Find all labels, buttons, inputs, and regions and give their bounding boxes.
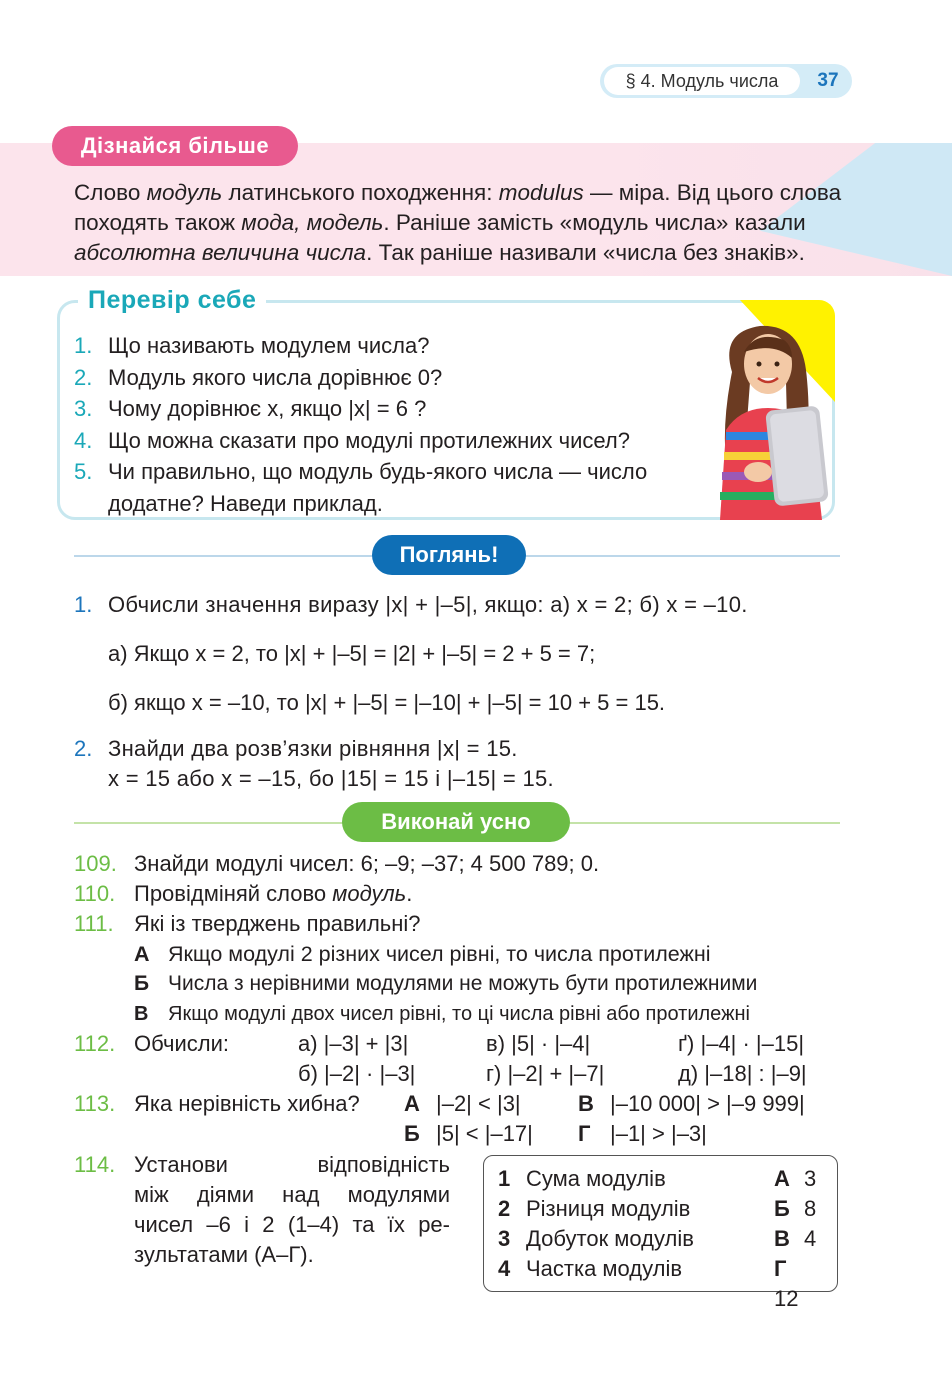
option-b: Б Числа з нерівними модулями не можуть бути протилежними [134,972,758,995]
match-table [483,1155,838,1311]
look-tag: Поглянь! [372,535,526,575]
calc-item: а) |–3| + |3| [298,1031,409,1056]
inequality-a: А |–2| < |3| [404,1091,521,1116]
learn-line: абсолютна величина числа. Так раніше називали «числа без знаків». [74,240,805,265]
oral-tag: Виконай усно [342,802,570,842]
look-ex1-b: б) якщо x = –10, то |x| + |–5| = |–10| + |–5| = 10 + 5 = 15. [108,690,666,715]
look-ex2-answer: x = 15 або x = –15, бо |15| = 15 і |–15| = 15. [108,766,554,791]
calc-item: д) |–18| : |–9| [678,1061,807,1086]
check-yourself-title: Перевір себе [78,284,266,316]
exercise-111: 111. Які із тверджень правильні? [74,911,421,936]
look-ex1-a: а) Якщо x = 2, то |x| + |–5| = |2| + |–5| = 2 + 5 = 7; [108,641,596,666]
match-row: 3 Добуток модулів В 4 [498,1226,817,1251]
learn-more-text [74,178,844,268]
calc-item: ґ) |–4| · |–15| [678,1031,805,1056]
inequality-g: Г |–1| > |–3| [578,1121,707,1146]
exercise-114-line: між діями над модулями [134,1182,450,1207]
check-item: 4. Що можна сказати про модулі протилежних чисел? [74,427,630,453]
inequality-b: Б |5| < |–17| [404,1121,533,1146]
check-item: 1. Що називають модулем числа? [74,333,430,358]
exercise-113: 113. Яка нерівність хибна? [74,1091,360,1116]
check-item: 2. Модуль якого числа дорівнює 0? [74,364,443,390]
exercise-114-line: Установи відповідність [134,1152,450,1177]
page-number: 37 [817,70,839,91]
calc-item: г) |–2| + |–7| [486,1061,605,1086]
girl-with-laptop-illustration [700,312,838,520]
look-ex2: 2. Знайди два розв’язки рівняння |x| = 15. [74,736,518,761]
calc-item: б) |–2| · |–3| [298,1061,416,1086]
check-list [74,330,714,519]
calc-item: в) |5| · |–4| [486,1031,591,1056]
match-row: 1 Сума модулів А 3 [498,1166,817,1191]
exercise-114-line: зультатами (А–Г). [134,1242,314,1267]
exercise-110: 110. Провідміняй слово модуль. [74,881,413,906]
exercise-114-line: чисел –6 і 2 (1–4) та їх ре- [134,1212,450,1237]
check-item: 5. Чи правильно, що модуль будь-якого числа — число [74,459,648,484]
option-v: В Якщо модулі двох чисел рівні, то ці числа рівні або протилежні [134,1003,750,1025]
look-ex1: 1. Обчисли значення виразу |x| + |–5|, якщо: а) x = 2; б) x = –10. [74,592,748,617]
inequality-v: В |–10 000| > |–9 999| [578,1091,805,1116]
check-item: 3. Чому дорівнює x, якщо |x| = 6 ? [74,396,427,421]
learn-more-tag: Дізнайся більше [52,126,298,166]
check-item: додатне? Наведи приклад. [108,490,383,516]
exercise-112: 112. Обчисли: [74,1031,229,1056]
match-row: 4 Частка модулів Г12 [498,1256,799,1311]
learn-line: Слово модуль латинського походження: modulus — міра. Від цього слова [74,180,842,205]
exercise-109: 109. Знайди модулі чисел: 6; –9; –37; 4 500 789; 0. [74,851,600,876]
match-row: 2 Різниця модулів Б 8 [498,1196,817,1221]
exercise-114-num: 114. [74,1152,116,1177]
section-title: § 4. Модуль числа [604,67,800,95]
learn-line: походять також мода, модель. Раніше замість «модуль числа» казали [74,210,806,235]
option-a: А Якщо модулі 2 різних чисел рівні, то числа протилежні [134,942,711,966]
